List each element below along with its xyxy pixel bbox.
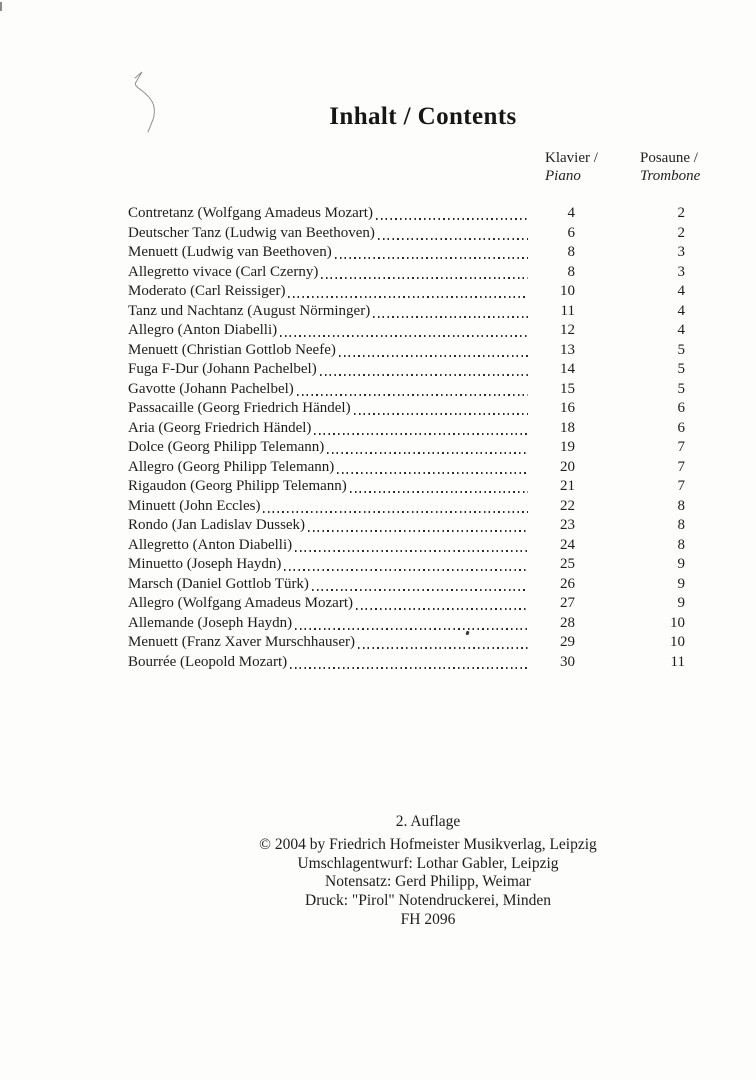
piece-title: Moderato (Carl Reissiger) [128,283,286,299]
imprint-cover-design-line: Umschlagentwurf: Lothar Gabler, Leipzig [297,854,559,872]
column-header-trombone-line2: Trombone [640,168,701,184]
column-header-posaune [640,149,700,185]
imprint-block [100,836,756,930]
piano-page-number: 15 [560,380,575,397]
dot-leader [263,497,528,517]
trombone-page-number: 5 [677,341,685,358]
piano-page-number: 21 [560,478,575,494]
trombone-page-number: 10 [670,634,685,650]
trombone-page-number: 10 [670,614,685,631]
toc-row [128,380,685,400]
dot-leader [280,321,528,341]
trombone-page-number: 2 [677,205,685,221]
page-title: Inhalt / Contents [329,103,517,130]
piano-page-number: 14 [560,361,575,377]
dot-leader [354,399,528,419]
dot-leader [312,575,528,595]
toc-row [128,360,685,380]
piece-title: Menuett (Franz Xaver Murschhauser) [128,634,355,650]
dot-leader [308,516,528,536]
toc-row [128,399,685,419]
piece-title: Allegro (Anton Diabelli) [128,322,278,338]
trombone-page-number: 3 [677,244,685,260]
piano-page-number: 30 [560,653,575,670]
dot-leader [297,380,528,400]
toc-row [128,516,685,536]
column-header-klavier [545,149,598,185]
piece-title: Menuett (Ludwig van Beethoven) [128,244,332,260]
trombone-page-number: 4 [677,302,685,319]
toc-row [128,614,685,634]
piano-page-number: 27 [560,595,575,611]
piece-title: Menuett (Christian Gottlob Neefe) [128,341,336,358]
piano-page-number: 6 [567,224,575,241]
piano-page-number: 11 [560,302,575,319]
piano-page-number: 19 [560,439,575,455]
piece-title: Contretanz (Wolfgang Amadeus Mozart) [128,205,373,221]
dot-leader [337,458,528,478]
piano-page-number: 13 [560,341,575,358]
piano-page-number: 18 [560,419,575,436]
trombone-page-number: 9 [677,556,685,572]
trombone-page-number: 6 [677,400,685,416]
dot-leader [288,282,528,302]
trombone-page-number: 7 [677,478,685,494]
trombone-page-number: 8 [677,497,685,514]
trombone-page-number: 8 [677,536,685,553]
trombone-page-number: 9 [677,595,685,611]
dot-leader [327,438,528,458]
imprint-printer-line: Druck: "Pirol" Notendruckerei, Minden [305,892,551,910]
imprint-copyright-line: © 2004 by Friedrich Hofmeister Musikverlag, Leipzig [259,836,597,853]
piano-page-number: 23 [560,517,575,533]
piano-page-number: 29 [560,634,575,650]
dot-leader [339,341,528,361]
toc-row [128,477,685,497]
piece-title: Allegro (Georg Philipp Telemann) [128,458,335,475]
piece-title: Minuett (John Eccles) [128,497,261,514]
trombone-page-number: 7 [677,439,685,455]
trombone-page-number: 8 [677,517,685,533]
toc-row [128,497,685,517]
piece-title: Allemande (Joseph Haydn) [128,614,293,631]
trombone-page-number: 11 [670,653,685,670]
piano-page-number: 26 [560,575,575,592]
trombone-page-number: 6 [677,419,685,436]
toc-row [128,263,685,283]
piece-title: Allegro (Wolfgang Amadeus Mozart) [128,595,353,611]
piano-page-number: 8 [567,244,575,260]
toc-row [128,594,685,614]
toc-row [128,536,685,556]
column-header-klavier-line1: Klavier / [545,150,598,166]
piano-page-number: 16 [560,400,575,416]
toc-row [128,243,685,263]
piece-title: Fuga F-Dur (Johann Pachelbel) [128,361,317,377]
toc-row [128,341,685,361]
toc-list [128,204,685,672]
dot-leader [295,536,528,556]
trombone-page-number: 4 [677,283,685,299]
piano-page-number: 22 [560,497,575,514]
toc-row [128,438,685,458]
toc-row [128,575,685,595]
trombone-page-number: 9 [677,575,685,592]
dot-leader [376,204,528,224]
piano-page-number: 10 [560,283,575,299]
dot-leader [295,614,528,634]
dot-leader [350,477,528,497]
dot-leader [321,263,528,283]
toc-row [128,458,685,478]
piece-title: Allegretto vivace (Carl Czerny) [128,263,319,280]
dot-leader [373,302,528,322]
dot-leader [290,653,528,673]
piece-title: Rigaudon (Georg Philipp Telemann) [128,478,347,494]
piano-page-number: 12 [560,322,575,338]
piece-title: Gavotte (Johann Pachelbel) [128,380,294,397]
toc-row [128,224,685,244]
piano-page-number: 25 [560,556,575,572]
dot-leader [284,555,528,575]
piece-title: Tanz und Nachtanz (August Nörminger) [128,302,371,319]
toc-row [128,419,685,439]
dot-leader [378,224,528,244]
toc-row [128,653,685,673]
dot-leader [356,594,528,614]
piano-page-number: 4 [567,205,575,221]
piano-page-number: 8 [567,263,575,280]
toc-row [128,555,685,575]
dot-leader [358,633,528,653]
toc-row [128,204,685,224]
dot-leader [314,419,528,439]
piece-title: Dolce (Georg Philipp Telemann) [128,439,325,455]
piece-title: Passacaille (Georg Friedrich Händel) [128,400,351,416]
trombone-page-number: 5 [677,380,685,397]
piano-page-number: 24 [560,536,575,553]
imprint-engraving-line: Notensatz: Gerd Philipp, Weimar [325,873,531,891]
toc-row [128,633,685,653]
toc-row [128,321,685,341]
dot-leader [320,360,528,380]
piece-title: Marsch (Daniel Gottlob Türk) [128,575,309,592]
dot-leader [335,243,528,263]
column-header-piano-line2: Piano [545,168,581,184]
toc-row [128,302,685,322]
piece-title: Bourrée (Leopold Mozart) [128,653,288,670]
piece-title: Rondo (Jan Ladislav Dussek) [128,517,306,533]
edition-note: 2. Auflage [395,813,461,830]
toc-row [128,282,685,302]
piano-page-number: 20 [560,458,575,475]
trombone-page-number: 2 [677,224,685,241]
piece-title: Allegretto (Anton Diabelli) [128,536,293,553]
trombone-page-number: 4 [677,322,685,338]
trombone-page-number: 5 [677,361,685,377]
column-header-posaune-line1: Posaune / [640,150,698,166]
piece-title: Deutscher Tanz (Ludwig van Beethoven) [128,224,375,241]
catalog-number: FH 2096 [400,910,456,928]
trombone-page-number: 3 [677,263,685,280]
piece-title: Aria (Georg Friedrich Händel) [128,419,312,436]
piano-page-number: 28 [560,614,575,631]
scan-edge-artifact [0,2,2,11]
trombone-page-number: 7 [677,458,685,475]
piece-title: Minuetto (Joseph Haydn) [128,556,282,572]
